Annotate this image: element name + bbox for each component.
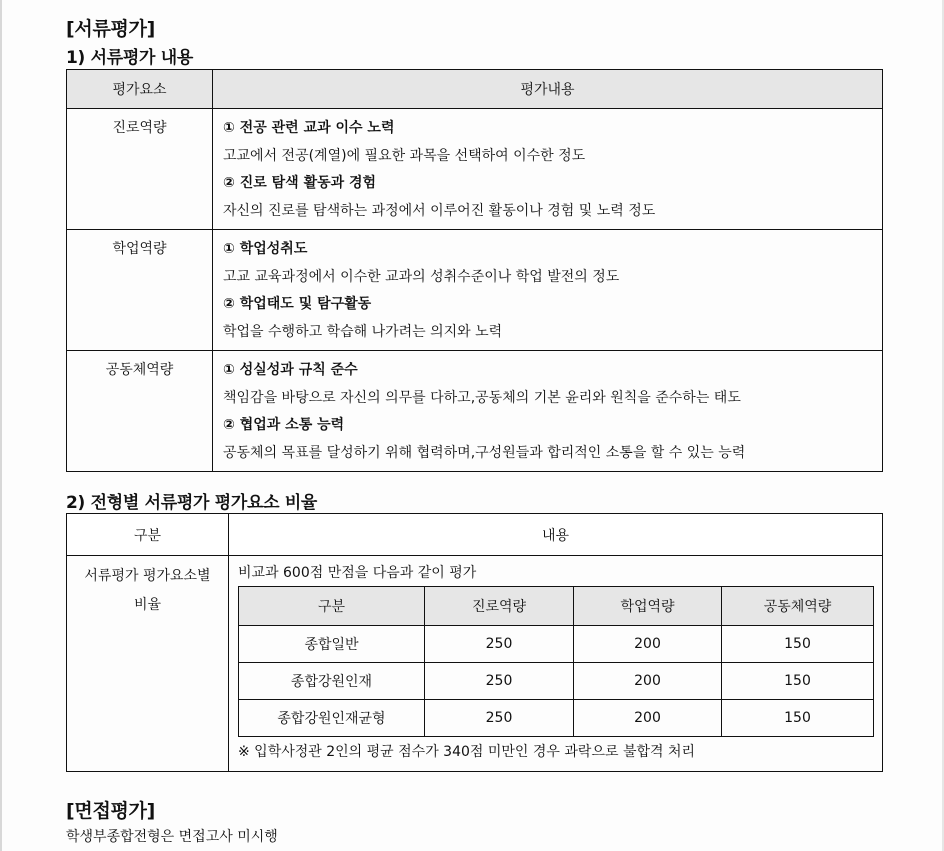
item-desc: 책임감을 바탕으로 자신의 의무를 다하고,공동체의 기본 윤리와 원칙을 준수하는 태도 — [223, 389, 741, 406]
header-content: 내용 — [229, 514, 883, 556]
section1-heading: 1) 서류평가 내용 — [66, 48, 193, 68]
ratio-table — [66, 513, 883, 772]
table-row — [67, 230, 883, 351]
row-content — [229, 556, 883, 772]
section2-heading: 2) 전형별 서류평가 평가요소 비율 — [66, 493, 318, 513]
inner-header: 학업역량 — [574, 587, 722, 626]
score-cell: 150 — [722, 626, 874, 663]
item-desc: 공동체의 목표를 달성하기 위해 협력하며,구성원들과 합리적인 소통을 할 수 있는 능력 — [223, 444, 746, 461]
track-name: 종합일반 — [239, 626, 425, 663]
header-content: 평가내용 — [213, 70, 883, 109]
score-cell: 200 — [574, 663, 722, 700]
inner-header: 진로역량 — [425, 587, 574, 626]
score-cell: 150 — [722, 663, 874, 700]
interview-heading: [면접평가] — [66, 800, 155, 822]
inner-header: 공동체역량 — [722, 587, 874, 626]
item-title: ② 학업태도 및 탐구활동 — [223, 296, 372, 312]
item-title: ① 성실성과 규칙 준수 — [223, 362, 358, 378]
row-content — [213, 351, 883, 472]
item-desc: 학업을 수행하고 학습해 나가려는 의지와 노력 — [223, 323, 503, 340]
item-title: ② 협업과 소통 능력 — [223, 417, 345, 433]
track-name: 종합강원인재균형 — [239, 700, 425, 737]
inner-row — [239, 663, 874, 700]
score-cell: 250 — [425, 700, 574, 737]
header-element: 평가요소 — [67, 70, 213, 109]
row-category-line1: 서류평가 평가요소별 — [84, 568, 211, 584]
score-allocation-table — [238, 586, 874, 737]
row-content — [213, 230, 883, 351]
table-header-row — [67, 70, 883, 109]
inner-header-row — [239, 587, 874, 626]
item-title: ② 진로 탐색 활동과 경험 — [223, 175, 377, 191]
document-title: [서류평가] — [66, 18, 155, 40]
header-category: 구분 — [67, 514, 229, 556]
item-desc: 고교 교육과정에서 이수한 교과의 성취수준이나 학업 발전의 정도 — [223, 268, 620, 285]
item-title: ① 학업성취도 — [223, 241, 308, 257]
score-cell: 250 — [425, 663, 574, 700]
item-desc: 자신의 진로를 탐색하는 과정에서 이루어진 활동이나 경험 및 노력 정도 — [223, 202, 656, 219]
score-cell: 200 — [574, 700, 722, 737]
score-cell: 200 — [574, 626, 722, 663]
row-category: 진로역량 — [67, 109, 213, 230]
inner-header: 구분 — [239, 587, 425, 626]
row-category — [67, 556, 229, 772]
inner-row — [239, 700, 874, 737]
table-row — [67, 351, 883, 472]
row-content — [213, 109, 883, 230]
inner-row — [239, 626, 874, 663]
item-desc: 고교에서 전공(계열)에 필요한 과목을 선택하여 이수한 정도 — [223, 147, 586, 164]
table-header-row — [67, 514, 883, 556]
row-category: 학업역량 — [67, 230, 213, 351]
table-row — [67, 556, 883, 772]
score-cell: 150 — [722, 700, 874, 737]
table-row — [67, 109, 883, 230]
interview-text: 학생부종합전형은 면접고사 미시행 — [66, 829, 278, 845]
lead-text: 비교과 600점 만점을 다음과 같이 평가 — [238, 565, 477, 581]
row-category-line2: 비율 — [133, 597, 162, 613]
note-text: ※ 입학사정관 2인의 평균 점수가 340점 미만인 경우 과락으로 불합격 처리 — [238, 744, 696, 760]
evaluation-content-table — [66, 69, 883, 472]
item-title: ① 전공 관련 교과 이수 노력 — [223, 120, 395, 136]
row-category: 공동체역량 — [67, 351, 213, 472]
score-cell: 250 — [425, 626, 574, 663]
track-name: 종합강원인재 — [239, 663, 425, 700]
